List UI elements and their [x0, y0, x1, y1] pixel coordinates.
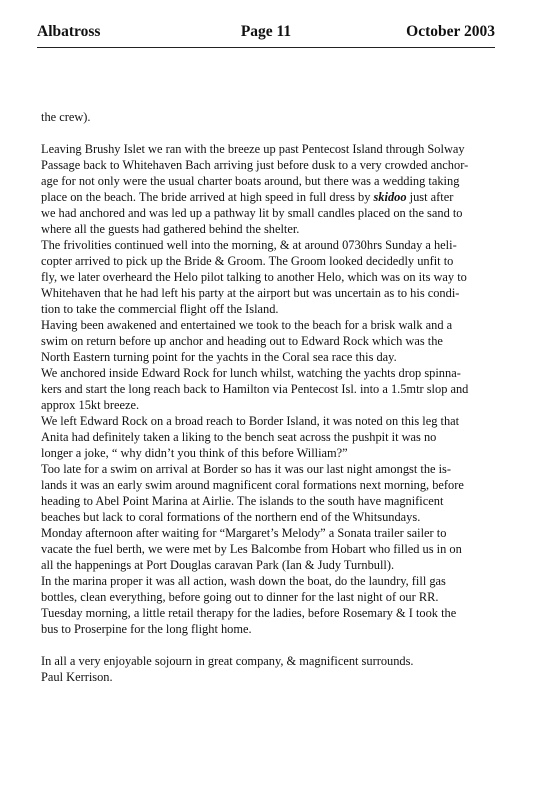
newsletter-title: Albatross	[37, 23, 101, 40]
paragraph-summary	[41, 653, 517, 669]
text-line: the crew).	[41, 110, 91, 124]
text-line: fly, we later overheard the Helo pilot talking to another Helo, which was on its way to	[41, 270, 467, 284]
text-line: where all the guests had gathered behind the shelter.	[41, 222, 300, 236]
text-line: age for not only were the usual charter boats around, but there was a wedding taking	[41, 174, 460, 188]
paragraph-last-night	[41, 461, 517, 525]
text-line: Whitehaven that he had left his party at the airport but was uncertain as to his condi-	[41, 286, 460, 300]
author-name: Paul Kerrison.	[41, 670, 113, 684]
text-line: In the marina proper it was all action, wash down the boat, do the laundry, fill gas	[41, 574, 446, 588]
text-line: longer a joke, “ why didn’t you think of this before William?”	[41, 446, 348, 460]
text-line: bus to Proserpine for the long flight home.	[41, 622, 252, 636]
text-segment: place on the beach. The bride arrived at high speed in full dress by	[41, 190, 374, 204]
signature	[41, 669, 517, 685]
article-body	[41, 109, 517, 685]
paragraph-frivolities	[41, 237, 517, 317]
text-line: We anchored inside Edward Rock for lunch whilst, watching the yachts drop spinna-	[41, 366, 461, 380]
paragraph-brushy-islet	[41, 141, 517, 237]
paragraph-anchored	[41, 365, 517, 413]
paragraph-gap	[41, 125, 517, 141]
text-line: Too late for a swim on arrival at Border so has it was our last night amongst the is-	[41, 462, 452, 476]
paragraph-crew	[41, 109, 517, 125]
text-line: vacate the fuel berth, we were met by Les Balcombe from Hobart who filled us in on	[41, 542, 462, 556]
text-line: Leaving Brushy Islet we ran with the breeze up past Pentecost Island through Solway	[41, 142, 465, 156]
text-segment: just after	[406, 190, 454, 204]
skidoo-emphasis: skidoo	[373, 190, 407, 204]
text-line	[41, 189, 517, 205]
text-line: Having been awakened and entertained we took to the beach for a brisk walk and a	[41, 318, 453, 332]
text-line: lands it was an early swim around magnificent coral formations next morning, before	[41, 478, 464, 492]
text-line: kers and start the long reach back to Hamilton via Pentecost Isl. into a 1.5mtr slop and	[41, 382, 469, 396]
text-line: In all a very enjoyable sojourn in great company, & magnificent surrounds.	[41, 654, 414, 668]
text-line: heading to Abel Point Marina at Airlie. The islands to the south have magnificent	[41, 494, 444, 508]
text-line: all the happenings at Port Douglas caravan Park (Ian & Judy Turnbull).	[41, 558, 395, 572]
text-line: Monday afternoon after waiting for “Margaret’s Melody” a Sonata trailer sailer to	[41, 526, 447, 540]
page-number: Page 11	[240, 23, 292, 40]
text-line: Passage back to Whitehaven Bach arriving just before dusk to a very crowded anchor-	[41, 158, 469, 172]
text-line: approx 15kt breeze.	[41, 398, 140, 412]
paragraph-edward-rock	[41, 317, 517, 365]
text-line: swim on return before up anchor and heading out to Edward Rock which was the	[41, 334, 443, 348]
header-rule	[37, 47, 495, 48]
text-line: we had anchored and was led up a pathway lit by small candles placed on the sand to	[41, 206, 463, 220]
text-line: copter arrived to pick up the Bride & Groom. The Groom looked decidedly unfit to	[41, 254, 454, 268]
paragraph-marina	[41, 573, 517, 637]
issue-date: October 2003	[406, 23, 495, 40]
text-line: Anita had definitely taken a liking to the bench seat across the pushpit it was no	[41, 430, 437, 444]
text-line: North Eastern turning point for the yachts in the Coral sea race this day.	[41, 350, 397, 364]
text-line: bottles, clean everything, before going out to dinner for the last night of our RR.	[41, 590, 439, 604]
text-line: Tuesday morning, a little retail therapy for the ladies, before Rosemary & I took the	[41, 606, 457, 620]
text-line: We left Edward Rock on a broad reach to Border Island, it was noted on this leg that	[41, 414, 460, 428]
text-line: tion to take the commercial flight off the Island.	[41, 302, 279, 316]
paragraph-monday	[41, 525, 517, 573]
paragraph-border-island	[41, 413, 517, 461]
text-line: beaches but lack to coral formations of the northern end of the Whitsundays.	[41, 510, 421, 524]
page-header	[37, 23, 495, 45]
paragraph-gap	[41, 637, 517, 653]
text-line: The frivolities continued well into the morning, & at around 0730hrs Sunday a heli-	[41, 238, 457, 252]
